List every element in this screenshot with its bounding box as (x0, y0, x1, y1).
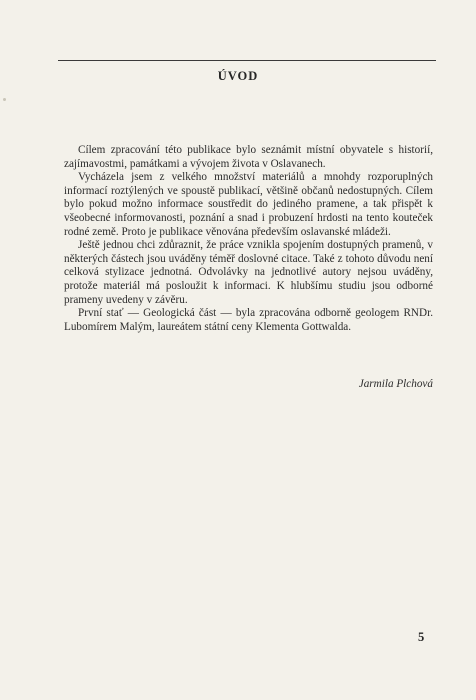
body-text (64, 144, 433, 334)
paragraph-3: Ještě jednou chci zdůraznit, že práce vznikla spojením dostupných pramenů, v některých částech jsou uváděny téměř doslovné citace. Také z tohoto důvodu není celková stylizace jednotná. Odvolávky na jednotlivé autory nejsou uváděny, protože materiál má posloužit k informaci. K hlubšímu studiu jsou odborné prameny uvedeny v závěru. (64, 239, 433, 306)
top-rule (58, 60, 436, 61)
author-signature: Jarmila Plchová (358, 378, 433, 390)
margin-speck (3, 98, 6, 101)
paragraph-2: Vycházela jsem z velkého množství materiálů a mnohdy rozporuplných informací roztýlených ve spoustě publikací, většině občanů nedostupných. Cílem bylo pokud možno informace soustředit do jediného pramene, a tak přispět k všeobecné informovanosti, poznání a snad i probuzení hrdosti na tento kouteček rodné země. Proto je publikace věnována především oslavanské mládeži. (64, 171, 433, 238)
page-number: 5 (418, 630, 425, 644)
paragraph-1: Cílem zpracování této publikace bylo seznámit místní obyvatele s historií, zajímavostmi, památkami a vývojem života v Oslavanech. (64, 144, 433, 170)
paragraph-4: První stať — Geologická část — byla zpracována odborně geologem RNDr. Lubomírem Malým, laureátem státní ceny Klementa Gottwalda. (64, 307, 433, 333)
section-heading: ÚVOD (217, 69, 259, 83)
